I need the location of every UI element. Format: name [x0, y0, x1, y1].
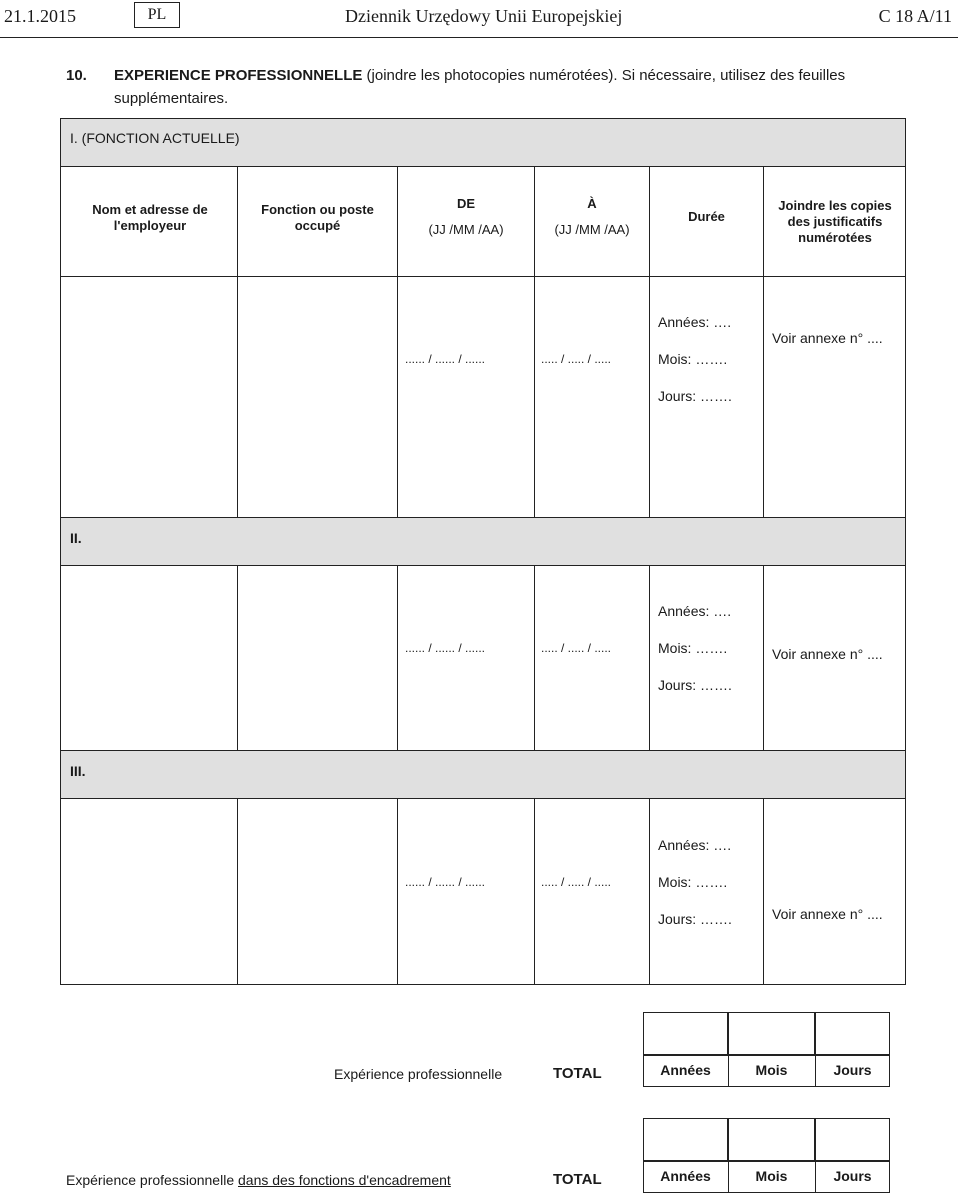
col-header-from: DE [456, 196, 476, 211]
section-title-line2: supplémentaires. [114, 90, 229, 107]
days-field[interactable]: Jours: ……. [658, 388, 732, 404]
total-months-input[interactable] [727, 1012, 815, 1055]
section-heading [66, 64, 906, 110]
days-field[interactable]: Jours: ……. [658, 677, 732, 693]
total-months-label: Mois [755, 1062, 788, 1078]
management-months-label: Mois [755, 1168, 788, 1184]
from-date-field[interactable]: ...... / ...... / ...... [405, 875, 486, 889]
col-header-to: À [587, 196, 597, 211]
days-field[interactable]: Jours: ……. [658, 911, 732, 927]
band-current-label: I. (FONCTION ACTUELLE) [70, 130, 240, 146]
years-field[interactable]: Années: …. [658, 603, 732, 619]
band-entry-2 [60, 517, 906, 565]
section-title-rest: (joindre les photocopies numérotées). Si nécessaire, utilisez des feuilles [362, 67, 846, 84]
publication-date: 21.1.2015 [4, 6, 76, 26]
total-years-label: Années [660, 1062, 711, 1078]
col-header-function: Fonction ou poste occupé [261, 202, 374, 233]
years-field[interactable]: Années: …. [658, 837, 732, 853]
page-header [0, 0, 960, 38]
total-label: TOTAL [553, 1065, 602, 1082]
col-header-duration: Durée [688, 209, 725, 224]
col-header-from-format: (JJ /MM /AA) [428, 222, 504, 237]
total-label: TOTAL [553, 1171, 602, 1188]
col-header-to-format: (JJ /MM /AA) [554, 222, 630, 237]
annex-reference[interactable]: Voir annexe n° .... [772, 646, 883, 662]
header-divider [0, 37, 958, 38]
col-header-attach: Joindre les copies des justificatifs numérotées [778, 198, 892, 245]
management-days-label: Jours [833, 1168, 872, 1184]
from-date-field[interactable]: ...... / ...... / ...... [405, 352, 486, 366]
band-entry-3-label: III. [70, 763, 86, 779]
total-management-label-underlined: dans des fonctions d'encadrement [238, 1172, 451, 1188]
management-years-input[interactable] [643, 1118, 728, 1161]
management-years-label: Années [660, 1168, 711, 1184]
band-current-function [60, 118, 906, 166]
months-field[interactable]: Mois: ……. [658, 874, 728, 890]
months-field[interactable]: Mois: ……. [658, 640, 728, 656]
total-years-input[interactable] [643, 1012, 728, 1055]
from-date-field[interactable]: ...... / ...... / ...... [405, 641, 486, 655]
to-date-field[interactable]: ..... / ..... / ..... [541, 875, 612, 889]
total-management-label-plain: Expérience professionnelle [66, 1172, 238, 1188]
section-number: 10. [66, 67, 87, 84]
annex-reference[interactable]: Voir annexe n° .... [772, 330, 883, 346]
to-date-field[interactable]: ..... / ..... / ..... [541, 352, 612, 366]
annex-reference[interactable]: Voir annexe n° .... [772, 906, 883, 922]
total-days-input[interactable] [814, 1012, 890, 1055]
col-header-employer: Nom et adresse de l'employeur [92, 202, 208, 233]
journal-title: Dziennik Urzędowy Unii Europejskiej [345, 6, 623, 26]
section-title-bold: EXPERIENCE PROFESSIONNELLE [114, 67, 363, 84]
total-experience-label: Expérience professionnelle [334, 1066, 503, 1082]
to-date-field[interactable]: ..... / ..... / ..... [541, 641, 612, 655]
months-field[interactable]: Mois: ……. [658, 351, 728, 367]
management-months-input[interactable] [727, 1118, 815, 1161]
band-entry-2-label: II. [70, 530, 82, 546]
management-days-input[interactable] [814, 1118, 890, 1161]
language-code-box: PL [134, 2, 180, 28]
total-days-label: Jours [833, 1062, 872, 1078]
band-entry-3 [60, 750, 906, 798]
total-management-label [66, 1172, 451, 1188]
journal-reference: C 18 A/11 [878, 6, 952, 26]
years-field[interactable]: Années: …. [658, 314, 732, 330]
